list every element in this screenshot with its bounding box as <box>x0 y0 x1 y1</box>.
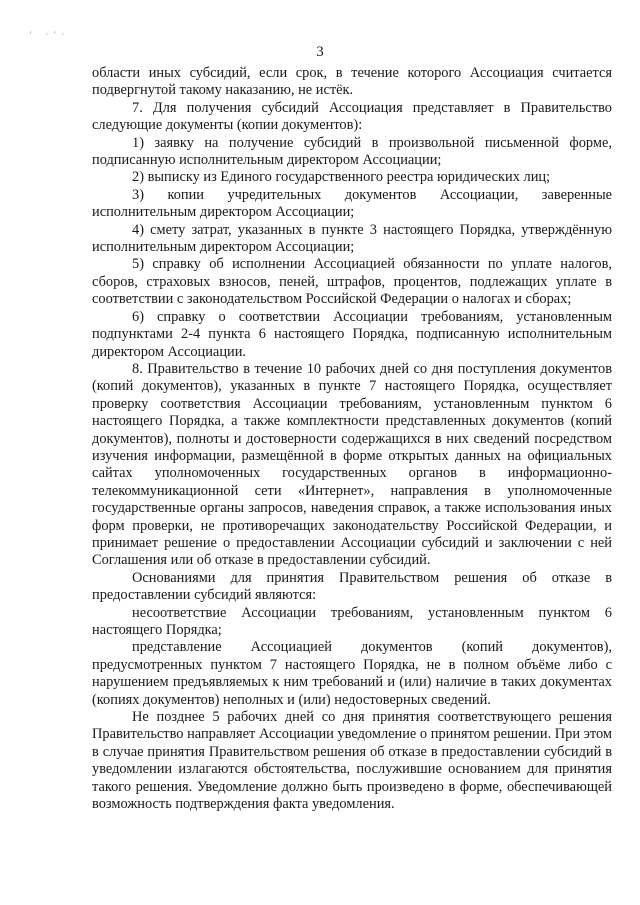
document-body <box>92 65 612 813</box>
list-item-7-6: 6) справку о соответствии Ассоциации требованиям, установленным подпунктами 2-4 пункта 6 настоящего Порядка, подписанную исполнительным директором Ассоциации. <box>92 308 612 360</box>
scan-artifact-marks: ' ·'· <box>30 30 71 39</box>
paragraph-notification: Не позднее 5 рабочих дней со дня принятия соответствующего решения Правительство направляет Ассоциации уведомление о принятом решении. При этом в случае принятия Правительством решения об отказе в предоставлении субсидий в уведомлении излагаются обстоятельства, послужившие основанием для принятия такого решения. Уведомление должно быть произведено в форме, обеспечивающей возможность подтверждения факта уведомления. <box>92 709 612 813</box>
list-item-7-4: 4) смету затрат, указанных в пункте 3 настоящего Порядка, утверждённую исполнительным директором Ассоциации; <box>92 221 612 256</box>
page-number: 3 <box>316 44 324 60</box>
refusal-ground-2: представление Ассоциацией документов (копий документов), предусмотренных пунктом 7 настоящего Порядка, не в полном объёме либо с нарушением предъявляемых к ним требований и (или) наличие в таких документах (копиях документов) неполных и (или) недостоверных сведений. <box>92 639 612 708</box>
list-item-7-1: 1) заявку на получение субсидий в произвольной письменной форме, подписанную исполнительным директором Ассоциации; <box>92 134 612 169</box>
paragraph-item-8: 8. Правительство в течение 10 рабочих дней со дня поступления документов (копий документов), указанных в пункте 7 настоящего Порядка, осуществляет проверку соответствия Ассоциации требованиям, установленным пунктом 6 настоящего Порядка, а также комплектности представленных документов (копий документов), полноты и достоверности содержащихся в них сведений посредством изучения информации, размещённой в форме открытых данных на официальных сайтах уполномоченных государственных органов в информационно-телекоммуникационной сети «Интернет», направления в уполномоченные государственные органы запросов, наведения справок, а также использования иных форм проверки, не противоречащих законодательству Российской Федерации, и принимает решение о предоставлении Ассоциации субсидий и заключении с ней Соглашения или об отказе в предоставлении субсидий. <box>92 360 612 569</box>
paragraph-item-7: 7. Для получения субсидий Ассоциация представляет в Правительство следующие документы (копии документов): <box>92 99 612 134</box>
paragraph-continuation: области иных субсидий, если срок, в течение которого Ассоциация считается подвергнутой такому наказанию, не истёк. <box>92 65 612 99</box>
list-item-7-2: 2) выписку из Единого государственного реестра юридических лиц; <box>132 169 551 186</box>
paragraph-refusal-grounds: Основаниями для принятия Правительством решения об отказе в предоставлении субсидий являются: <box>92 569 612 604</box>
refusal-ground-1: несоответствие Ассоциации требованиям, установленным пунктом 6 настоящего Порядка; <box>92 604 612 638</box>
list-item-7-5: 5) справку об исполнении Ассоциацией обязанности по уплате налогов, сборов, страховых взносов, пеней, штрафов, процентов, подлежащих уплате в соответствии с законодательством Российской Федерации о налогах и сборах; <box>92 256 612 308</box>
list-item-7-3: 3) копии учредительных документов Ассоциации, заверенные исполнительным директором Ассоциации; <box>92 186 612 221</box>
